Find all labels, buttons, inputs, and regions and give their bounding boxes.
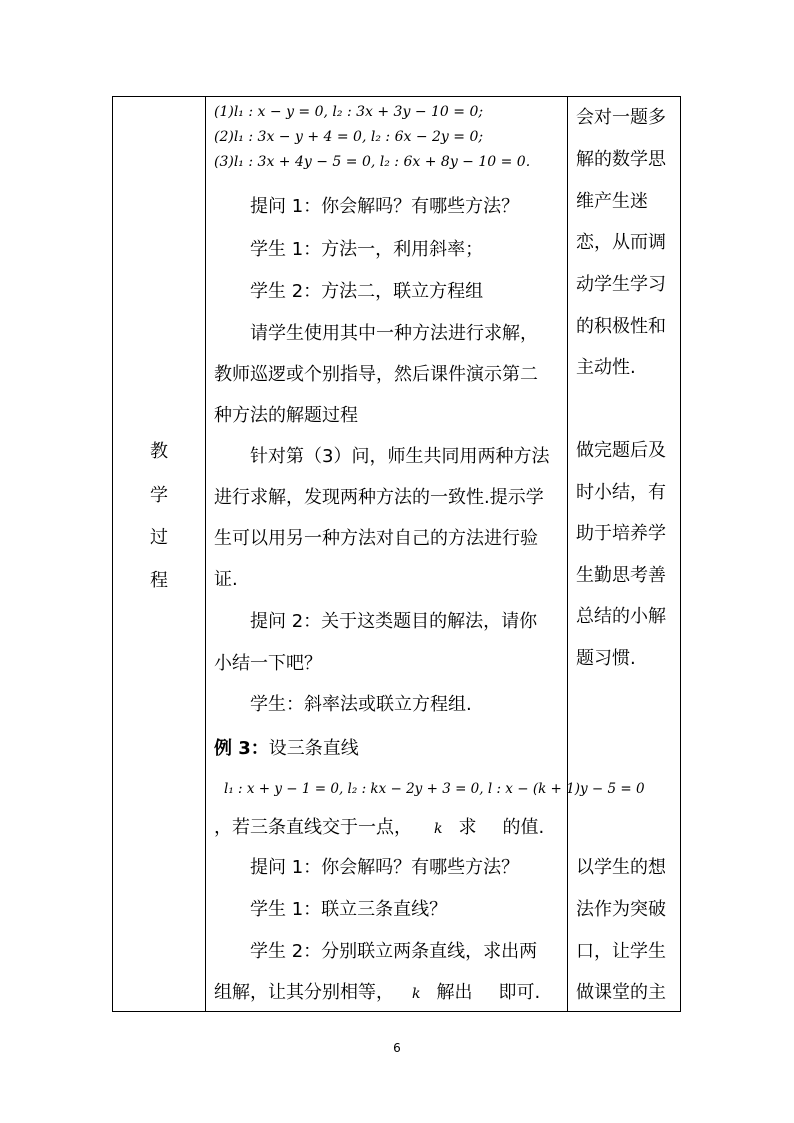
example-label: 例 3： (214, 738, 269, 759)
student-answer: 学生 2：方法二，联立方程组 (250, 281, 484, 302)
variable-k: k (434, 821, 443, 837)
row-label-char: 程 (150, 570, 168, 591)
variable-k: k (412, 986, 421, 1002)
design-note-line: 以学生的想 (576, 857, 666, 878)
student-answer: 学生 1：方法一，利用斜率； (250, 239, 484, 260)
example-condition: ，若三条直线交于一点， k 求 的值. (214, 817, 545, 838)
design-note-line: 生勤思考善 (576, 565, 666, 586)
design-note-line: 恋，从而调 (576, 232, 666, 253)
row-label-char: 过 (150, 527, 168, 548)
paragraph-line: 教师巡逻或个别指导，然后课件演示第二 (214, 364, 538, 385)
paragraph-line: 种方法的解题过程 (214, 405, 358, 426)
example-text: 设三条直线 (268, 738, 359, 759)
design-note-line: 动学生学习 (576, 274, 666, 295)
row-label-char: 学 (150, 485, 168, 506)
design-note-line: 口，让学生 (576, 941, 666, 962)
paragraph-line: 证. (214, 569, 238, 590)
paragraph-line: 小结一下吧？ (214, 653, 322, 674)
question-text: 提问 2：关于这类题目的解法，请你 (250, 611, 538, 632)
equation-line: (1)l₁ : x − y = 0, l₂ : 3x + 3y − 10 = 0; (214, 104, 484, 120)
column-divider-right (567, 96, 568, 1012)
question-text: 提问 1：你会解吗？有哪些方法？ (250, 196, 520, 217)
design-note-line: 主动性. (576, 357, 636, 378)
design-note-line: 维产生迷 (576, 191, 648, 212)
design-note-line: 做课堂的主 (576, 982, 666, 1003)
design-note-line: 法作为突破 (576, 899, 666, 920)
design-note-line: 题习惯. (576, 648, 636, 669)
paragraph-line: 针对第（3）问，师生共同用两种方法 (250, 446, 550, 467)
paragraph-line: 请学生使用其中一种方法进行求解， (250, 323, 538, 344)
design-note-line: 时小结，有 (576, 482, 666, 503)
question-text: 提问 1：你会解吗？有哪些方法？ (250, 857, 520, 878)
equation-line: (3)l₁ : 3x + 4y − 5 = 0, l₂ : 6x + 8y − 10 = 0. (214, 154, 531, 170)
student-answer: 学生：斜率法或联立方程组. (250, 694, 472, 715)
design-note-line: 总结的小解 (576, 606, 666, 627)
design-note-line: 做完题后及 (576, 440, 666, 461)
paragraph-line: 生可以用另一种方法对自己的方法进行验 (214, 528, 538, 549)
row-label-char: 教 (150, 441, 168, 462)
equation-line: (2)l₁ : 3x − y + 4 = 0, l₂ : 6x − 2y = 0; (214, 129, 484, 145)
design-note-line: 解的数学思 (576, 149, 666, 170)
paragraph-line: 组解，让其分别相等， k 解出 即可. (214, 982, 541, 1003)
student-answer: 学生 2：分别联立两条直线，求出两 (250, 941, 538, 962)
example-equation: l₁ : x + y − 1 = 0, l₂ : kx − 2y + 3 = 0, l : x − (k + 1)y − 5 = 0 (224, 781, 645, 797)
student-answer: 学生 1：联立三条直线？ (250, 899, 448, 920)
design-note-line: 会对一题多 (576, 107, 666, 128)
paragraph-line: 进行求解，发现两种方法的一致性.提示学 (214, 487, 544, 508)
design-note-line: 的积极性和 (576, 316, 666, 337)
design-note-line: 助于培养学 (576, 523, 666, 544)
page-number: 6 (393, 1041, 401, 1055)
column-divider-left (205, 96, 206, 1012)
example-heading (214, 738, 359, 760)
